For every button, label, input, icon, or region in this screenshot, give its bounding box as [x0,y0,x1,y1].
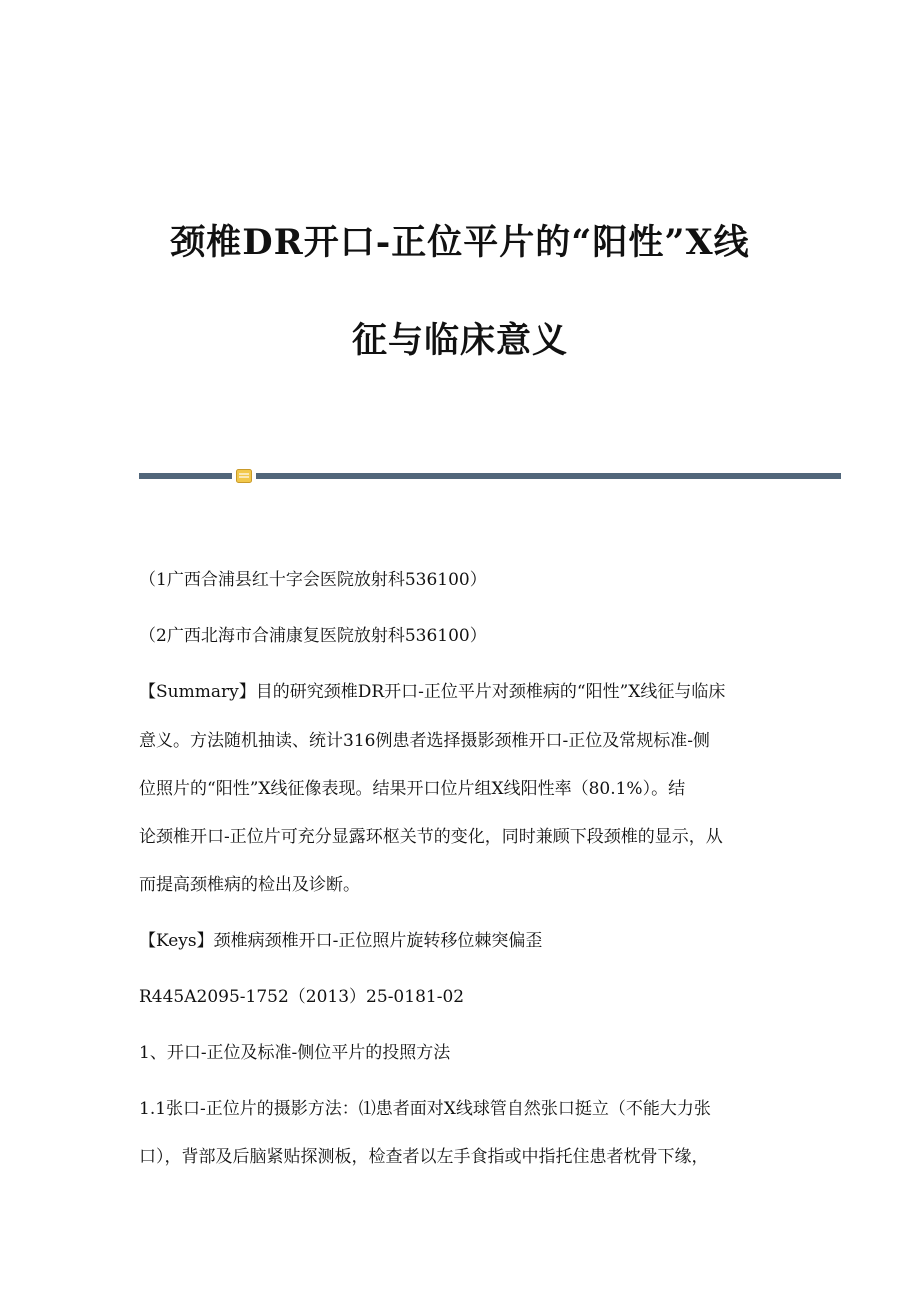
divider-badge-icon [236,469,252,483]
summary-line-5: 而提高颈椎病的检出及诊断。 [139,875,360,895]
title-line-2: 征与临床意义 [351,320,568,361]
divider-bar-left [139,473,232,479]
summary-line-2: 意义。方法随机抽读、统计316例患者选择摄影颈椎开口-正位及常规标准-侧 [139,731,710,751]
keywords: 【Keys】颈椎病颈椎开口-正位照片旋转移位棘突偏歪 [139,931,543,951]
body-line-2: 口），背部及后脑紧贴探测板，检查者以左手食指或中指托住患者枕骨下缘， [139,1147,709,1167]
affiliation-2: （2广西北海市合浦康复医院放射科536100） [139,626,487,646]
summary-line-1: 【Summary】目的研究颈椎DR开口-正位平片对颈椎病的“阳性”X线征与临床 [139,682,726,702]
body-line-1: 1.1张口-正位片的摄影方法：⑴患者面对X线球管自然张口挺立（不能大力张 [139,1099,711,1119]
title-line-1: 颈椎DR开口-正位平片的“阳性”X线 [170,222,750,263]
affiliation-1: （1广西合浦县红十字会医院放射科536100） [139,570,487,590]
summary-line-3: 位照片的“阳性”X线征像表现。结果开口位片组X线阳性率（80.1%）。结 [139,779,686,799]
summary-line-4: 论颈椎开口-正位片可充分显露环枢关节的变化，同时兼顾下段颈椎的显示，从 [139,827,723,847]
classification-code: R445A2095-1752（2013）25-0181-02 [139,987,465,1007]
divider-bar-right [256,473,841,479]
title-divider [139,466,841,486]
section-heading: 1、开口-正位及标准-侧位平片的投照方法 [139,1043,451,1063]
